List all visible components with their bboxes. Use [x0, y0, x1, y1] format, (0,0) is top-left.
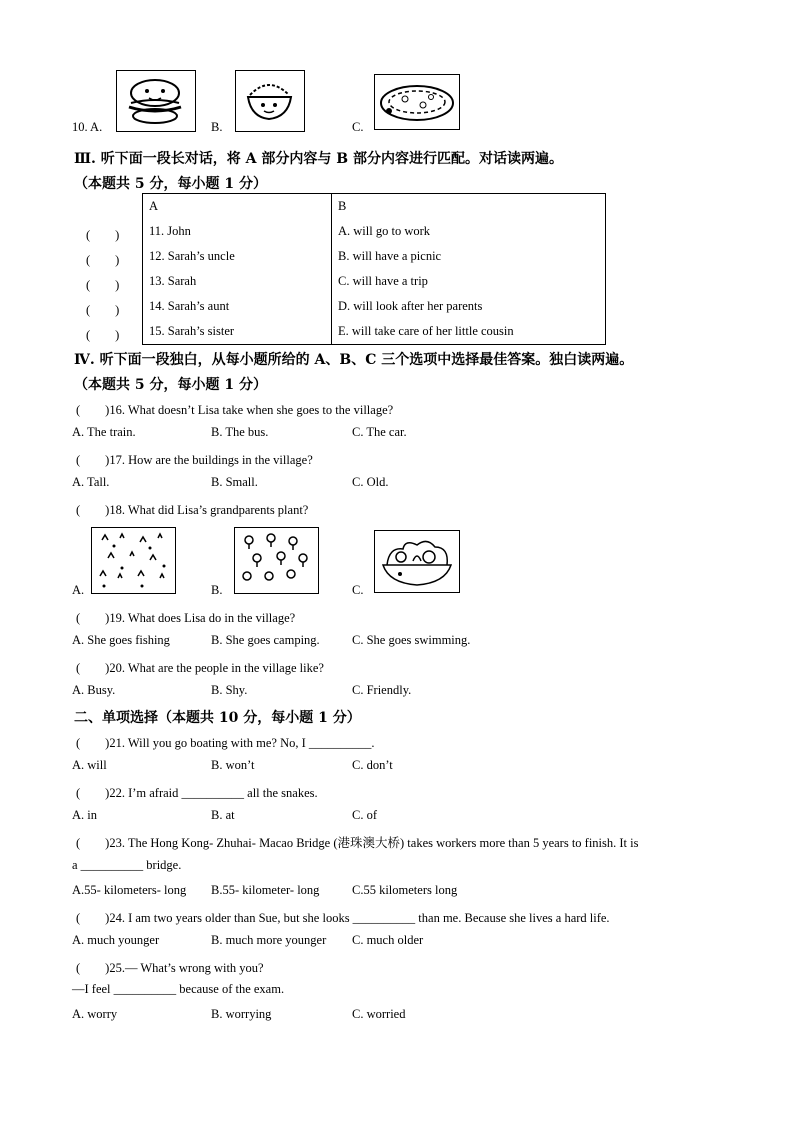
- q23-option-c[interactable]: C.55 kilometers long: [352, 883, 458, 897]
- answer-blank-14[interactable]: ( ): [86, 303, 120, 317]
- grass-icon: [92, 528, 174, 592]
- q20-option-a[interactable]: A. Busy.: [72, 683, 116, 697]
- table-row: [143, 244, 606, 269]
- question-18: ( )18. What did Lisa’s grandparents plant?: [76, 503, 309, 517]
- table-row: [143, 269, 606, 294]
- q19-option-c[interactable]: C. She goes swimming.: [352, 633, 471, 647]
- flowers-icon: [235, 528, 317, 592]
- row-a-cell: 11. John: [143, 219, 332, 244]
- answer-blank-11[interactable]: ( ): [86, 228, 120, 242]
- part-2-title: 二、单项选择（本题共 10 分，每小题 1 分）: [74, 710, 361, 726]
- q16-option-b[interactable]: B. The bus.: [211, 425, 269, 439]
- q21-option-a[interactable]: A. will: [72, 758, 107, 772]
- answer-blank-13[interactable]: ( ): [86, 278, 120, 292]
- q16-option-a[interactable]: A. The train.: [72, 425, 136, 439]
- question-22: ( )22. I’m afraid __________ all the snakes.: [76, 786, 318, 800]
- q24-option-c[interactable]: C. much older: [352, 933, 424, 947]
- row-a-cell: 14. Sarah’s aunt: [143, 294, 332, 319]
- question-19: ( )19. What does Lisa do in the village?: [76, 611, 296, 625]
- column-b-header: B: [338, 199, 347, 213]
- vegetables-picture: [374, 530, 460, 593]
- q17-option-c[interactable]: C. Old.: [352, 475, 389, 489]
- question-21: ( )21. Will you go boating with me? No, I __________.: [76, 736, 375, 750]
- section-3-title: Ⅲ. 听下面一段长对话，将 A 部分内容与 B 部分内容进行匹配。对话读两遍。: [74, 151, 563, 167]
- q24-option-a[interactable]: A. much younger: [72, 933, 160, 947]
- q21-option-b[interactable]: B. won’t: [211, 758, 255, 772]
- question-25-line-2: —I feel __________ because of the exam.: [72, 982, 285, 996]
- row-b-cell: E. will take care of her little cousin: [338, 324, 514, 338]
- question-20: ( )20. What are the people in the village like?: [76, 661, 324, 675]
- rice-bowl-picture: [235, 70, 305, 132]
- row-b-cell: A. will go to work: [338, 224, 431, 238]
- q22-option-a[interactable]: A. in: [72, 808, 97, 822]
- q23-option-a[interactable]: A.55- kilometers- long: [72, 883, 187, 897]
- section-4-note: （本题共 5 分，每小题 1 分）: [74, 377, 267, 393]
- grass-picture: [91, 527, 176, 594]
- section-4-title: Ⅳ. 听下面一段独白，从每小题所给的 A、B、C 三个选项中选择最佳答案。独白读两遍。: [74, 352, 634, 368]
- hamburger-picture: [116, 70, 196, 132]
- row-a-cell: 12. Sarah’s uncle: [143, 244, 332, 269]
- flowers-picture: [234, 527, 319, 594]
- q16-option-c[interactable]: C. The car.: [352, 425, 407, 439]
- table-row: [143, 219, 606, 244]
- q22-option-b[interactable]: B. at: [211, 808, 235, 822]
- q19-option-a[interactable]: A. She goes fishing: [72, 633, 170, 647]
- vegetables-basket-icon: [375, 531, 458, 591]
- q25-option-c[interactable]: C. worried: [352, 1007, 406, 1021]
- answer-blank-12[interactable]: ( ): [86, 253, 120, 267]
- q18-option-b[interactable]: B.: [211, 583, 223, 597]
- row-a-cell: 15. Sarah’s sister: [143, 319, 332, 345]
- question-17: ( )17. How are the buildings in the village?: [76, 453, 313, 467]
- q20-option-b[interactable]: B. Shy.: [211, 683, 248, 697]
- pizza-icon: [375, 75, 458, 128]
- table-row: [143, 294, 606, 319]
- q24-option-b[interactable]: B. much more younger: [211, 933, 327, 947]
- column-a-header: A: [143, 194, 332, 220]
- question-23: ( )23. The Hong Kong- Zhuhai- Macao Bridge (港珠澳大桥) takes workers more than 5 years to finish. It is: [76, 836, 639, 850]
- q25-option-a[interactable]: A. worry: [72, 1007, 118, 1021]
- row-b-cell: C. will have a trip: [338, 274, 428, 288]
- question-23-line-2: a __________ bridge.: [72, 858, 182, 872]
- question-25: ( )25.— What’s wrong with you?: [76, 961, 264, 975]
- rice-bowl-icon: [236, 71, 303, 130]
- q17-option-a[interactable]: A. Tall.: [72, 475, 110, 489]
- answer-blank-15[interactable]: ( ): [86, 328, 120, 342]
- q25-option-b[interactable]: B. worrying: [211, 1007, 272, 1021]
- q10-number-a: 10. A.: [72, 120, 103, 134]
- q23-option-b[interactable]: B.55- kilometer- long: [211, 883, 320, 897]
- q10-option-b: B.: [211, 120, 223, 134]
- row-b-cell: B. will have a picnic: [338, 249, 442, 263]
- row-a-cell: 13. Sarah: [143, 269, 332, 294]
- q22-option-c[interactable]: C. of: [352, 808, 377, 822]
- table-header-row: [143, 194, 606, 220]
- q18-option-c[interactable]: C.: [352, 583, 364, 597]
- question-16: ( )16. What doesn’t Lisa take when she goes to the village?: [76, 403, 394, 417]
- table-row: [143, 319, 606, 345]
- q19-option-b[interactable]: B. She goes camping.: [211, 633, 320, 647]
- q21-option-c[interactable]: C. don’t: [352, 758, 393, 772]
- q18-option-a[interactable]: A.: [72, 583, 85, 597]
- q20-option-c[interactable]: C. Friendly.: [352, 683, 412, 697]
- pizza-picture: [374, 74, 460, 130]
- q10-option-c: C.: [352, 120, 364, 134]
- row-b-cell: D. will look after her parents: [338, 299, 483, 313]
- q17-option-b[interactable]: B. Small.: [211, 475, 258, 489]
- matching-table: [142, 193, 606, 345]
- section-3-note: （本题共 5 分，每小题 1 分）: [74, 176, 267, 192]
- question-24: ( )24. I am two years older than Sue, but she looks __________ than me. Because she lives a hard life.: [76, 911, 610, 925]
- hamburger-icon: [117, 71, 194, 130]
